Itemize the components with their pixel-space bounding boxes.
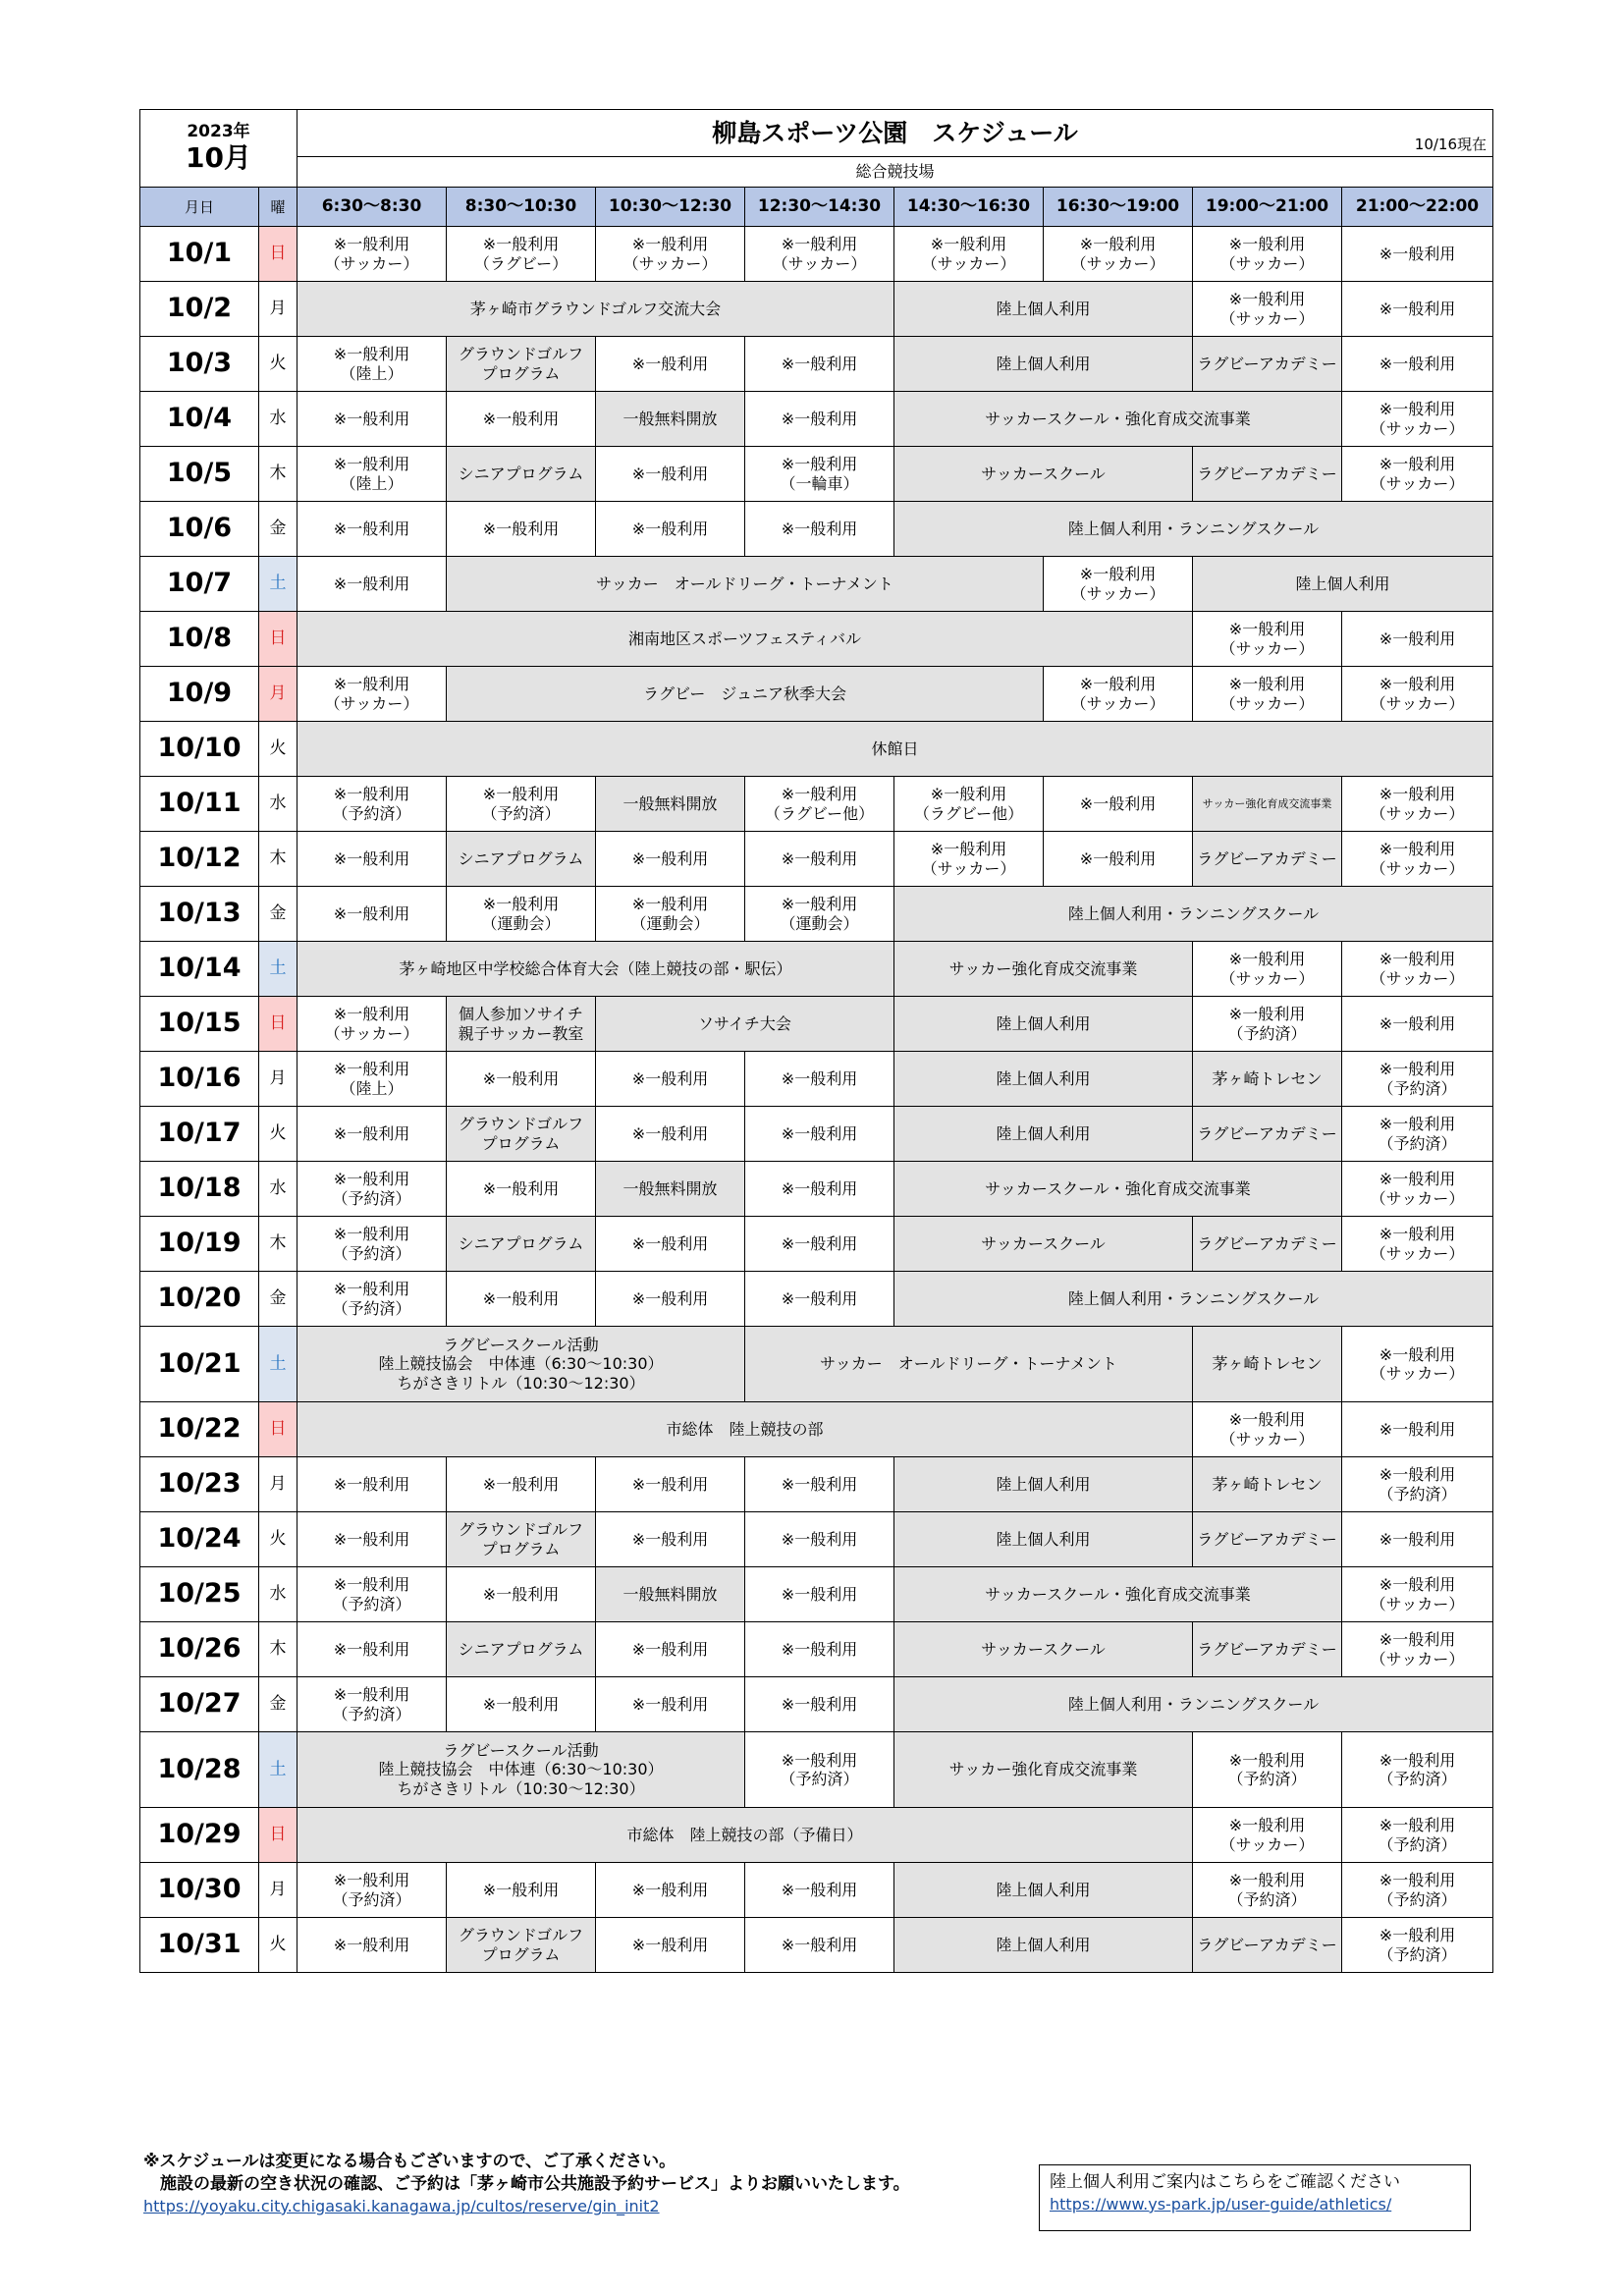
schedule-cell: ※一般利用 （陸上） <box>298 447 447 502</box>
schedule-cell: ※一般利用 <box>745 392 894 447</box>
schedule-cell: ※一般利用 <box>745 1622 894 1677</box>
schedule-cell: ラグビーアカデミー <box>1193 337 1342 392</box>
schedule-cell: ※一般利用 （ラグビー） <box>447 227 596 282</box>
schedule-cell: 陸上個人利用 <box>894 282 1193 337</box>
schedule-cell: ※一般利用 <box>298 1107 447 1162</box>
schedule-cell: ※一般利用 （サッカー） <box>1193 612 1342 667</box>
table-row <box>140 1732 1493 1808</box>
schedule-cell: ※一般利用 <box>745 337 894 392</box>
schedule-cell: 一般無料開放 <box>596 1567 745 1622</box>
date-cell: 10/6 <box>140 502 259 557</box>
schedule-cell: サッカースクール・強化育成交流事業 <box>894 1567 1342 1622</box>
date-cell: 10/19 <box>140 1217 259 1272</box>
schedule-cell: ※一般利用 （予約済） <box>298 1567 447 1622</box>
date-cell: 10/13 <box>140 887 259 942</box>
schedule-cell: ※一般利用 <box>745 1272 894 1327</box>
schedule-cell: ※一般利用 <box>447 1162 596 1217</box>
table-row <box>140 1457 1493 1512</box>
schedule-cell: ※一般利用 （ラグビー他） <box>894 777 1044 832</box>
date-cell: 10/25 <box>140 1567 259 1622</box>
schedule-cell: 茅ヶ崎トレセン <box>1193 1327 1342 1402</box>
schedule-cell: ※一般利用 <box>298 1918 447 1973</box>
schedule-cell: ※一般利用 <box>1044 832 1193 887</box>
schedule-cell: ※一般利用 <box>1342 227 1493 282</box>
schedule-cell: シニアプログラム <box>447 447 596 502</box>
weekday-cell: 火 <box>259 1107 298 1162</box>
schedule-cell: ※一般利用 （予約済） <box>298 1217 447 1272</box>
weekday-cell: 木 <box>259 1217 298 1272</box>
date-cell: 10/15 <box>140 997 259 1052</box>
date-cell: 10/28 <box>140 1732 259 1808</box>
schedule-cell: グラウンドゴルフ プログラム <box>447 1107 596 1162</box>
schedule-cell: ※一般利用 <box>596 832 745 887</box>
schedule-cell: ※一般利用 <box>447 1863 596 1918</box>
column-header-slot: 10:30～12:30 <box>596 188 745 227</box>
weekday-cell: 金 <box>259 1677 298 1732</box>
schedule-cell: ※一般利用 <box>745 1107 894 1162</box>
weekday-cell: 土 <box>259 557 298 612</box>
date-cell: 10/9 <box>140 667 259 722</box>
schedule-cell: 陸上個人利用 <box>894 337 1193 392</box>
date-cell: 10/26 <box>140 1622 259 1677</box>
schedule-cell: サッカー強化育成交流事業 <box>1193 777 1342 832</box>
schedule-cell: 湘南地区スポーツフェスティバル <box>298 612 1193 667</box>
date-cell: 10/22 <box>140 1402 259 1457</box>
weekday-cell: 日 <box>259 1402 298 1457</box>
date-cell: 10/29 <box>140 1808 259 1863</box>
column-header-slot: 21:00～22:00 <box>1342 188 1493 227</box>
date-cell: 10/21 <box>140 1327 259 1402</box>
schedule-cell: ※一般利用 （予約済） <box>298 1677 447 1732</box>
weekday-cell: 日 <box>259 1808 298 1863</box>
schedule-cell: シニアプログラム <box>447 832 596 887</box>
schedule-cell: ※一般利用 <box>745 1512 894 1567</box>
schedule-cell: 陸上個人利用 <box>894 1107 1193 1162</box>
weekday-cell: 木 <box>259 832 298 887</box>
schedule-cell: 陸上個人利用・ランニングスクール <box>894 887 1493 942</box>
year-label: 2023年 <box>187 122 250 141</box>
schedule-cell: ラグビーアカデミー <box>1193 447 1342 502</box>
date-cell: 10/8 <box>140 612 259 667</box>
date-cell: 10/24 <box>140 1512 259 1567</box>
table-row <box>140 1567 1493 1622</box>
table-row <box>140 722 1493 777</box>
schedule-cell: ※一般利用 <box>298 887 447 942</box>
table-row <box>140 1863 1493 1918</box>
schedule-cell: 茅ヶ崎トレセン <box>1193 1052 1342 1107</box>
schedule-cell: グラウンドゴルフ プログラム <box>447 1918 596 1973</box>
schedule-cell: サッカースクール・強化育成交流事業 <box>894 392 1342 447</box>
weekday-cell: 水 <box>259 777 298 832</box>
column-header-slot: 12:30～14:30 <box>745 188 894 227</box>
table-row <box>140 1808 1493 1863</box>
date-cell: 10/12 <box>140 832 259 887</box>
column-header-row <box>140 188 1493 227</box>
column-header-slot: 14:30～16:30 <box>894 188 1044 227</box>
weekday-cell: 水 <box>259 1567 298 1622</box>
schedule-cell: ※一般利用 （陸上） <box>298 1052 447 1107</box>
weekday-cell: 金 <box>259 887 298 942</box>
schedule-cell: 陸上個人利用・ランニングスクール <box>894 502 1493 557</box>
table-row <box>140 1217 1493 1272</box>
schedule-cell: 陸上個人利用 <box>894 1512 1193 1567</box>
table-row <box>140 997 1493 1052</box>
schedule-cell: ※一般利用 <box>447 1567 596 1622</box>
schedule-cell: 一般無料開放 <box>596 1162 745 1217</box>
schedule-cell: ラグビーアカデミー <box>1193 1217 1342 1272</box>
column-header-slot: 6:30～8:30 <box>298 188 447 227</box>
month-label: 10月 <box>186 141 251 175</box>
schedule-cell: ※一般利用 <box>745 1052 894 1107</box>
schedule-cell: ※一般利用 <box>596 1677 745 1732</box>
table-row <box>140 1107 1493 1162</box>
schedule-cell: ※一般利用 <box>1342 1402 1493 1457</box>
page-title: 柳島スポーツ公園 スケジュール <box>712 118 1078 147</box>
as-of-date: 10/16現在 <box>1414 136 1488 153</box>
schedule-cell: ※一般利用 <box>745 1918 894 1973</box>
schedule-cell: ※一般利用 （予約済） <box>447 777 596 832</box>
schedule-cell: ※一般利用 （サッカー） <box>596 227 745 282</box>
table-row <box>140 447 1493 502</box>
schedule-cell: ※一般利用 <box>596 1863 745 1918</box>
schedule-cell: ※一般利用 <box>447 1272 596 1327</box>
table-row <box>140 942 1493 997</box>
date-cell: 10/16 <box>140 1052 259 1107</box>
weekday-cell: 月 <box>259 282 298 337</box>
athletics-info-box <box>1039 2164 1471 2231</box>
schedule-cell: 陸上個人利用 <box>1193 557 1493 612</box>
schedule-cell: サッカー オールドリーグ・トーナメント <box>447 557 1044 612</box>
schedule-cell: グラウンドゴルフ プログラム <box>447 1512 596 1567</box>
athletics-info-text: 陸上個人利用ご案内はこちらをご確認ください <box>1050 2172 1400 2192</box>
date-cell: 10/1 <box>140 227 259 282</box>
weekday-cell: 日 <box>259 227 298 282</box>
table-row <box>140 337 1493 392</box>
schedule-cell: 茅ヶ崎市グラウンドゴルフ交流大会 <box>298 282 894 337</box>
schedule-cell: グラウンドゴルフ プログラム <box>447 337 596 392</box>
schedule-cell: ※一般利用 （サッカー） <box>1044 557 1193 612</box>
schedule-cell: ※一般利用 （サッカー） <box>1342 1622 1493 1677</box>
date-cell: 10/27 <box>140 1677 259 1732</box>
schedule-cell: ※一般利用 <box>298 1512 447 1567</box>
schedule-cell: ※一般利用 <box>1342 612 1493 667</box>
column-header-slot: 8:30～10:30 <box>447 188 596 227</box>
schedule-cell: ※一般利用 <box>447 502 596 557</box>
schedule-cell: サッカースクール <box>894 447 1193 502</box>
schedule-cell: ラグビーアカデミー <box>1193 1918 1342 1973</box>
schedule-cell: 市総体 陸上競技の部（予備日） <box>298 1808 1193 1863</box>
schedule-cell: ※一般利用 <box>1342 1512 1493 1567</box>
date-cell: 10/2 <box>140 282 259 337</box>
schedule-cell: ※一般利用 （陸上） <box>298 337 447 392</box>
date-cell: 10/5 <box>140 447 259 502</box>
schedule-sheet <box>139 109 1492 1973</box>
schedule-cell: ※一般利用 <box>447 1052 596 1107</box>
schedule-cell: 陸上個人利用・ランニングスクール <box>894 1272 1493 1327</box>
schedule-cell: ※一般利用 <box>745 1677 894 1732</box>
schedule-cell: ※一般利用 <box>447 392 596 447</box>
schedule-cell: ソサイチ大会 <box>596 997 894 1052</box>
schedule-cell: ※一般利用 （サッカー） <box>1193 1402 1342 1457</box>
table-row <box>140 667 1493 722</box>
venue-name: 総合競技場 <box>298 157 1493 188</box>
schedule-cell: ※一般利用 （予約済） <box>1193 997 1342 1052</box>
weekday-cell: 金 <box>259 502 298 557</box>
schedule-cell: 陸上個人利用 <box>894 1457 1193 1512</box>
schedule-cell: ※一般利用 （予約済） <box>298 777 447 832</box>
schedule-cell: ラグビーアカデミー <box>1193 1512 1342 1567</box>
weekday-cell: 木 <box>259 447 298 502</box>
schedule-cell: ※一般利用 （サッカー） <box>298 667 447 722</box>
date-cell: 10/4 <box>140 392 259 447</box>
footer-notes <box>143 2151 910 2216</box>
schedule-cell: ラグビーアカデミー <box>1193 1107 1342 1162</box>
schedule-cell: ※一般利用 <box>596 1457 745 1512</box>
schedule-cell: ※一般利用 （予約済） <box>1342 1732 1493 1808</box>
weekday-cell: 水 <box>259 1162 298 1217</box>
schedule-cell: ※一般利用 （運動会） <box>596 887 745 942</box>
schedule-cell: ※一般利用 （サッカー） <box>1342 1327 1493 1402</box>
weekday-cell: 金 <box>259 1272 298 1327</box>
schedule-cell: 市総体 陸上競技の部 <box>298 1402 1193 1457</box>
schedule-cell: 一般無料開放 <box>596 392 745 447</box>
date-cell: 10/30 <box>140 1863 259 1918</box>
weekday-cell: 月 <box>259 667 298 722</box>
schedule-cell: ※一般利用 （予約済） <box>1193 1732 1342 1808</box>
schedule-cell: ※一般利用 （サッカー） <box>1193 667 1342 722</box>
schedule-cell: ※一般利用 （サッカー） <box>1342 1567 1493 1622</box>
schedule-cell: ラグビースクール活動 陸上競技協会 中体連（6:30～10:30） ちがさきリトル（10:30～12:30） <box>298 1732 745 1808</box>
schedule-cell: ※一般利用 <box>745 1457 894 1512</box>
schedule-cell: ※一般利用 <box>745 1162 894 1217</box>
weekday-cell: 月 <box>259 1863 298 1918</box>
table-row <box>140 1512 1493 1567</box>
schedule-cell: ※一般利用 <box>596 1918 745 1973</box>
table-row <box>140 887 1493 942</box>
weekday-cell: 木 <box>259 1622 298 1677</box>
schedule-cell: シニアプログラム <box>447 1217 596 1272</box>
schedule-cell: ※一般利用 <box>596 1217 745 1272</box>
column-header-date: 月日 <box>140 188 259 227</box>
weekday-cell: 月 <box>259 1457 298 1512</box>
schedule-cell: ※一般利用 （サッカー） <box>1044 667 1193 722</box>
table-row <box>140 557 1493 612</box>
year-month-cell <box>140 110 298 188</box>
schedule-cell: ラグビースクール活動 陸上競技協会 中体連（6:30～10:30） ちがさきリトル（10:30～12:30） <box>298 1327 745 1402</box>
schedule-cell: 個人参加ソサイチ 親子サッカー教室 <box>447 997 596 1052</box>
schedule-cell: 一般無料開放 <box>596 777 745 832</box>
schedule-cell: ※一般利用 （予約済） <box>1342 1863 1493 1918</box>
schedule-cell: ※一般利用 <box>596 337 745 392</box>
schedule-cell: ※一般利用 <box>596 1622 745 1677</box>
schedule-cell: ※一般利用 <box>596 502 745 557</box>
date-cell: 10/18 <box>140 1162 259 1217</box>
schedule-cell: ※一般利用 （予約済） <box>745 1732 894 1808</box>
schedule-cell: ※一般利用 （予約済） <box>298 1863 447 1918</box>
weekday-cell: 火 <box>259 1512 298 1567</box>
weekday-cell: 月 <box>259 1052 298 1107</box>
schedule-cell: サッカースクール <box>894 1622 1193 1677</box>
schedule-cell: ※一般利用 （予約済） <box>298 1272 447 1327</box>
table-row <box>140 1918 1493 1973</box>
table-row <box>140 1402 1493 1457</box>
schedule-cell: ※一般利用 （サッカー） <box>1342 447 1493 502</box>
schedule-cell: ※一般利用 （予約済） <box>298 1162 447 1217</box>
schedule-cell: ラグビーアカデミー <box>1193 1622 1342 1677</box>
note-line-1: ※スケジュールは変更になる場合もございますので、ご了承ください。 <box>143 2152 676 2171</box>
table-row <box>140 1162 1493 1217</box>
date-cell: 10/7 <box>140 557 259 612</box>
schedule-table <box>139 109 1493 1973</box>
weekday-cell: 火 <box>259 722 298 777</box>
date-cell: 10/14 <box>140 942 259 997</box>
schedule-cell: ※一般利用 （サッカー） <box>1193 1808 1342 1863</box>
table-row <box>140 1272 1493 1327</box>
schedule-cell: ※一般利用 <box>596 1272 745 1327</box>
date-cell: 10/10 <box>140 722 259 777</box>
schedule-cell: ※一般利用 （サッカー） <box>894 832 1044 887</box>
schedule-cell: ※一般利用 <box>1342 282 1493 337</box>
schedule-cell: 陸上個人利用・ランニングスクール <box>894 1677 1493 1732</box>
schedule-cell: 陸上個人利用 <box>894 997 1193 1052</box>
schedule-cell: ※一般利用 <box>298 832 447 887</box>
schedule-cell: ※一般利用 （予約済） <box>1342 1107 1493 1162</box>
table-row <box>140 392 1493 447</box>
table-row <box>140 282 1493 337</box>
date-cell: 10/31 <box>140 1918 259 1973</box>
schedule-cell: ※一般利用 <box>298 557 447 612</box>
schedule-cell: ※一般利用 <box>298 392 447 447</box>
page-title-cell <box>298 110 1493 157</box>
schedule-cell: サッカー オールドリーグ・トーナメント <box>745 1327 1193 1402</box>
table-row <box>140 612 1493 667</box>
schedule-cell: 陸上個人利用 <box>894 1918 1193 1973</box>
schedule-cell: ※一般利用 （予約済） <box>1342 1052 1493 1107</box>
schedule-cell: ※一般利用 （ラグビー他） <box>745 777 894 832</box>
schedule-cell: ※一般利用 （一輪車） <box>745 447 894 502</box>
schedule-cell: ※一般利用 （サッカー） <box>1044 227 1193 282</box>
schedule-cell: ※一般利用 （サッカー） <box>1342 832 1493 887</box>
schedule-cell: ※一般利用 （サッカー） <box>1193 227 1342 282</box>
schedule-cell: ※一般利用 （サッカー） <box>298 227 447 282</box>
table-row <box>140 1622 1493 1677</box>
schedule-cell: ※一般利用 （予約済） <box>1342 1457 1493 1512</box>
schedule-cell: ※一般利用 （サッカー） <box>1342 942 1493 997</box>
schedule-cell: ※一般利用 <box>447 1677 596 1732</box>
schedule-cell: ※一般利用 （サッカー） <box>1342 1217 1493 1272</box>
table-row <box>140 777 1493 832</box>
schedule-cell: ※一般利用 <box>745 502 894 557</box>
table-row <box>140 1052 1493 1107</box>
table-row <box>140 502 1493 557</box>
schedule-cell: ※一般利用 <box>1342 337 1493 392</box>
weekday-cell: 土 <box>259 942 298 997</box>
schedule-cell: シニアプログラム <box>447 1622 596 1677</box>
schedule-cell: ※一般利用 <box>596 1107 745 1162</box>
schedule-cell: ラグビーアカデミー <box>1193 832 1342 887</box>
schedule-cell: ラグビー ジュニア秋季大会 <box>447 667 1044 722</box>
schedule-cell: ※一般利用 <box>745 1217 894 1272</box>
schedule-cell: 陸上個人利用 <box>894 1052 1193 1107</box>
schedule-cell: ※一般利用 <box>1342 997 1493 1052</box>
schedule-cell: サッカースクール <box>894 1217 1193 1272</box>
reservation-link[interactable]: https://yoyaku.city.chigasaki.kanagawa.jp/cultos/reserve/gin_init2 <box>143 2196 660 2215</box>
schedule-cell: ※一般利用 （運動会） <box>447 887 596 942</box>
schedule-cell: ※一般利用 （予約済） <box>1193 1863 1342 1918</box>
schedule-cell: ※一般利用 <box>298 1622 447 1677</box>
schedule-cell: ※一般利用 （サッカー） <box>1193 282 1342 337</box>
schedule-cell: ※一般利用 <box>298 1457 447 1512</box>
schedule-cell: ※一般利用 （サッカー） <box>1342 667 1493 722</box>
schedule-cell: ※一般利用 <box>1044 777 1193 832</box>
weekday-cell: 水 <box>259 392 298 447</box>
schedule-cell: 休館日 <box>298 722 1493 777</box>
weekday-cell: 火 <box>259 1918 298 1973</box>
schedule-cell: ※一般利用 <box>596 1052 745 1107</box>
schedule-cell: ※一般利用 （予約済） <box>1342 1918 1493 1973</box>
schedule-cell: ※一般利用 <box>745 1863 894 1918</box>
column-header-slot: 16:30～19:00 <box>1044 188 1193 227</box>
schedule-cell: ※一般利用 <box>298 502 447 557</box>
schedule-cell: ※一般利用 （サッカー） <box>298 997 447 1052</box>
schedule-cell: ※一般利用 （サッカー） <box>1342 1162 1493 1217</box>
schedule-cell: ※一般利用 <box>596 1512 745 1567</box>
date-cell: 10/17 <box>140 1107 259 1162</box>
schedule-cell: ※一般利用 （サッカー） <box>745 227 894 282</box>
weekday-cell: 土 <box>259 1732 298 1808</box>
schedule-cell: ※一般利用 （運動会） <box>745 887 894 942</box>
note-line-2: 施設の最新の空き状況の確認、ご予約は「茅ヶ崎市公共施設予約サービス」よりお願いいたします。 <box>143 2173 910 2194</box>
schedule-cell: 茅ヶ崎地区中学校総合体育大会（陸上競技の部・駅伝） <box>298 942 894 997</box>
weekday-cell: 日 <box>259 997 298 1052</box>
schedule-cell: ※一般利用 <box>745 1567 894 1622</box>
schedule-cell: サッカー強化育成交流事業 <box>894 1732 1193 1808</box>
schedule-cell: サッカースクール・強化育成交流事業 <box>894 1162 1342 1217</box>
schedule-cell: ※一般利用 （予約済） <box>1342 1808 1493 1863</box>
athletics-info-link[interactable]: https://www.ys-park.jp/user-guide/athletics/ <box>1050 2194 1392 2214</box>
schedule-cell: 陸上個人利用 <box>894 1863 1193 1918</box>
schedule-cell: ※一般利用 <box>447 1457 596 1512</box>
date-cell: 10/23 <box>140 1457 259 1512</box>
table-row <box>140 1677 1493 1732</box>
table-row <box>140 227 1493 282</box>
schedule-cell: 茅ヶ崎トレセン <box>1193 1457 1342 1512</box>
schedule-cell: ※一般利用 <box>596 447 745 502</box>
date-cell: 10/20 <box>140 1272 259 1327</box>
schedule-cell: ※一般利用 （サッカー） <box>1193 942 1342 997</box>
date-cell: 10/11 <box>140 777 259 832</box>
weekday-cell: 日 <box>259 612 298 667</box>
schedule-cell: ※一般利用 （サッカー） <box>1342 392 1493 447</box>
weekday-cell: 火 <box>259 337 298 392</box>
weekday-cell: 土 <box>259 1327 298 1402</box>
column-header-dow: 曜 <box>259 188 298 227</box>
schedule-cell: サッカー強化育成交流事業 <box>894 942 1193 997</box>
column-header-slot: 19:00～21:00 <box>1193 188 1342 227</box>
schedule-cell: ※一般利用 （サッカー） <box>894 227 1044 282</box>
table-row <box>140 832 1493 887</box>
date-cell: 10/3 <box>140 337 259 392</box>
schedule-cell: ※一般利用 <box>745 832 894 887</box>
schedule-cell: ※一般利用 （サッカー） <box>1342 777 1493 832</box>
table-row <box>140 1327 1493 1402</box>
